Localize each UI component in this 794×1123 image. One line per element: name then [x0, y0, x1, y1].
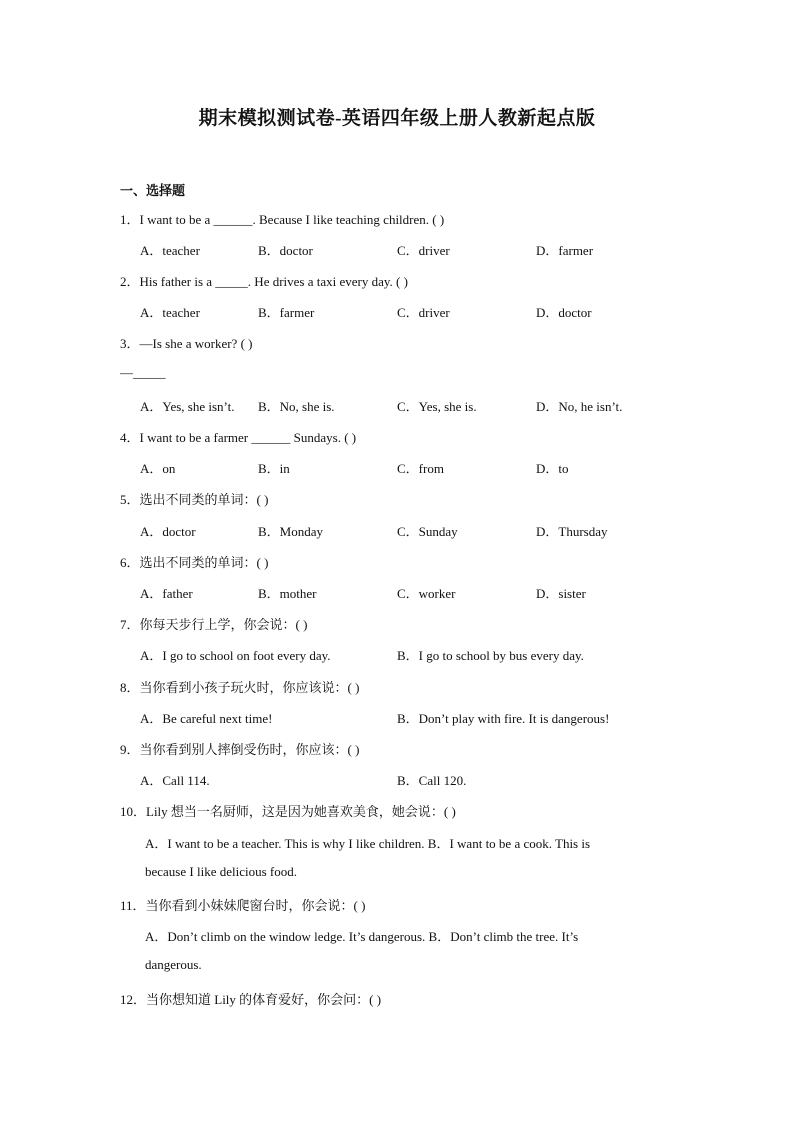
- q1-option-a[interactable]: A．teacher: [140, 243, 200, 258]
- q1-option-b[interactable]: B．doctor: [258, 243, 313, 258]
- question-11: 11．当你看到小妹妹爬窗台时，你会说：( ): [120, 898, 366, 913]
- q8-option-b[interactable]: B．Don’t play with fire. It is dangerous!: [397, 711, 610, 726]
- question-10: 10．Lily 想当一名厨师，这是因为她喜欢美食，她会说：( ): [120, 804, 456, 819]
- question-7: 7．你每天步行上学，你会说：( ): [120, 617, 308, 632]
- q10-options-line-1[interactable]: A．I want to be a teacher. This is why I like children. B．I want to be a cook. This is: [145, 836, 591, 851]
- q1-option-c[interactable]: C．driver: [397, 243, 450, 258]
- q2-option-a[interactable]: A．teacher: [140, 305, 200, 320]
- q6-option-d[interactable]: D．sister: [536, 586, 586, 601]
- question-5: 5．选出不同类的单词：( ): [120, 492, 269, 507]
- page-title: 期末模拟测试卷-英语四年级上册人教新起点版: [198, 108, 596, 129]
- q7-option-b[interactable]: B．I go to school by bus every day.: [397, 648, 584, 663]
- question-12: 12．当你想知道 Lily 的体育爱好，你会问：( ): [120, 992, 382, 1007]
- q5-option-a[interactable]: A．doctor: [140, 524, 196, 539]
- q3-option-d[interactable]: D．No, he isn’t.: [536, 399, 623, 414]
- q9-option-b[interactable]: B．Call 120.: [397, 773, 467, 788]
- q7-option-a[interactable]: A．I go to school on foot every day.: [140, 648, 331, 663]
- question-8: 8．当你看到小孩子玩火时，你应该说：( ): [120, 680, 360, 695]
- q3-option-b[interactable]: B．No, she is.: [258, 399, 335, 414]
- question-1: 1．I want to be a ______. Because I like teaching children. ( ): [120, 212, 445, 227]
- question-3: 3．—Is she a worker? ( ): [120, 336, 253, 351]
- q5-option-b[interactable]: B．Monday: [258, 524, 324, 539]
- q6-option-b[interactable]: B．mother: [258, 586, 317, 601]
- question-2: 2．His father is a _____. He drives a taxi every day. ( ): [120, 274, 408, 289]
- q4-option-c[interactable]: C．from: [397, 461, 444, 476]
- q9-option-a[interactable]: A．Call 114.: [140, 773, 210, 788]
- q1-option-d[interactable]: D．farmer: [536, 243, 594, 258]
- q3-option-c[interactable]: C．Yes, she is.: [397, 399, 477, 414]
- q3-option-a[interactable]: A．Yes, she isn’t.: [140, 399, 235, 414]
- question-6: 6．选出不同类的单词：( ): [120, 555, 269, 570]
- question-4: 4．I want to be a farmer ______ Sundays. ( ): [120, 430, 357, 445]
- q6-option-a[interactable]: A．father: [140, 586, 193, 601]
- q10-options-line-2: because I like delicious food.: [145, 864, 297, 879]
- q2-option-d[interactable]: D．doctor: [536, 305, 592, 320]
- q11-options-line-2: dangerous.: [145, 957, 202, 972]
- q4-option-a[interactable]: A．on: [140, 461, 176, 476]
- q5-option-c[interactable]: C．Sunday: [397, 524, 458, 539]
- q2-option-c[interactable]: C．driver: [397, 305, 450, 320]
- q4-option-b[interactable]: B．in: [258, 461, 290, 476]
- q6-option-c[interactable]: C．worker: [397, 586, 456, 601]
- q11-options-line-1[interactable]: A．Don’t climb on the window ledge. It’s dangerous. B．Don’t climb the tree. It’s: [145, 929, 579, 944]
- q8-option-a[interactable]: A．Be careful next time!: [140, 711, 273, 726]
- q3-answer-blank: —_____: [120, 365, 166, 380]
- q2-option-b[interactable]: B．farmer: [258, 305, 315, 320]
- section-heading: 一、选择题: [120, 183, 186, 198]
- q4-option-d[interactable]: D．to: [536, 461, 569, 476]
- q5-option-d[interactable]: D．Thursday: [536, 524, 608, 539]
- question-9: 9．当你看到别人摔倒受伤时，你应该：( ): [120, 742, 360, 757]
